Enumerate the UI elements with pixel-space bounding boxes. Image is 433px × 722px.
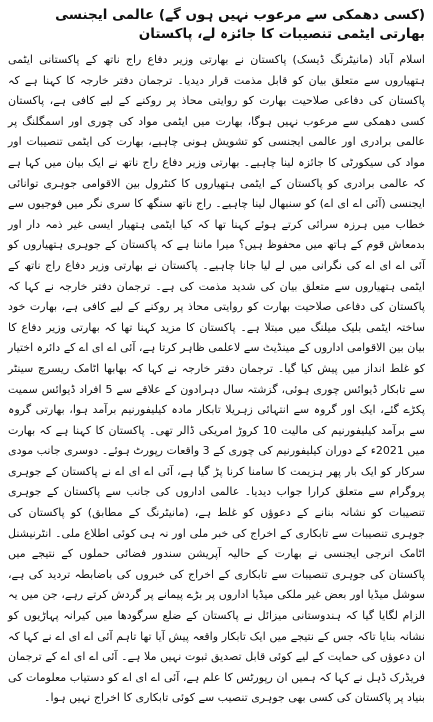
article-body: اسلام آباد (مانیٹرنگ ڈیسک) پاکستان نے بھارتی وزیر دفاع راج ناتھ کے پاکستانی ایٹمی ہتھیاروں سے متعلق بیان کو قابل مذمت قرار دیدیا۔ ترجمان دفتر خارجہ کا کہنا ہے کہ پاکستان کی دفاعی صلاحیت بھارت کو روایتی محاذ پر روکنے کے لیے کافی ہے، پاکستان کسی دھمکی سے مرعوب نہیں ہوگا، بھارت میں ایٹمی مواد کی چوری اور اسمگلنگ پر عالمی برادری اور عالمی ایجنسی کو تشویش ہونی چاہیے، بھارت کی ایٹمی تنصیبات اور مواد کی سیکورٹی کا جائزہ لینا چاہیے۔ بھارتی وزیر دفاع راج ناتھ نے ایک بیان میں کہا ہے کہ عالمی برادری کو پاکستان کے ایٹمی ہتھیاروں کا کنٹرول بین الاقوامی جوہری توانائی ایجنسی (آئی اے ای اے) کو سنبھال لینا چاہیے۔ راج ناتھ سنگھ کا سری نگر میں فوجیوں سے خطاب میں ہرزہ سرائی کرتے ہوئے کہنا تھا کہ کیا ایٹمی ہتھیار ایسی غیر ذمہ دار اور بدمعاش قوم کے ہاتھ میں محفوظ ہیں؟ میرا ماننا ہے کہ پاکستان کے جوہری ہتھیاروں کو آئی اے ای اے کی نگرانی میں لے لیا جانا چاہیے۔ پاکستان نے بھارتی وزیر دفاع راج ناتھ کے ایٹمی ہتھیاروں سے متعلق بیان کی شدید مذمت کی ہے۔ ترجمان دفتر خارجہ نے کہا کہ پاکستان کی دفاعی صلاحیت بھارت کو روایتی محاذ پر روکنے کے لیے کافی ہے، بھارت خود ساختہ ایٹمی بلیک میلنگ میں مبتلا ہے۔ پاکستان کا مزید کہنا تھا کہ بھارتی وزیر دفاع کا بیان بین الاقوامی اداروں کے مینڈیٹ سے لاعلمی ظاہر کرتا ہے، آئی اے ای اے کے دائرہ اختیار کو غلط انداز میں پیش کیا گیا۔ ترجمان دفتر خارجہ نے کہا کہ بھابھا اٹامک ریسرچ سینٹر سے تابکار ڈیوائس چوری ہوئی، گزشتہ سال دہرادون کے علاقے سے 5 افراد ڈیوائس سمیت پکڑے گئے، ایک اور گروہ سے انتہائی زہریلا تابکار مادہ کیلیفورنیم برآمد ہوا، بھارتی گروہ سے برآمد کیلیفورنیم کی مالیت 10 کروڑ امریکی ڈالر تھی۔ پاکستان کا کہنا ہے کہ بھارت میں 2021ء کے دوران کیلیفورنیم کی چوری کے 3 واقعات رپورٹ ہوئے۔ دوسری جانب مودی سرکار کو ایک بار پھر ہزیمت کا سامنا کرنا پڑ گیا ہے، آئی اے ای اے نے پاکستان کے جوہری پروگرام سے متعلق کرارا جواب دیدیا۔ عالمی اداروں کی جانب سے پاکستان کے جوہری تنصیبات کو نشانہ بنانے کے دعوؤں کو غلط ہے، (مانیٹرنگ کے مطابق) کو پاکستان کی جوہری تنصیبات سے تابکاری کے اخراج کی خبر ملی اور نہ ہی کوئی اطلاع ملی۔ انٹرنیشنل اٹامک انرجی ایجنسی نے بھارت کے حالیہ آپریشن سندور فضائی حملوں کے نتیجے میں پاکستان کی جوہری تنصیبات سے تابکاری کے اخراج کی خبروں کی باضابطہ تردید کی ہے، سوشل میڈیا اور بعض غیر ملکی میڈیا اداروں پر بڑے پیمانے پر گردش کرتے رہے، جن میں یہ الزام لگایا گیا کہ ہندوستانی میزائل نے پاکستان کے ضلع سرگودھا میں کیرانہ پہاڑیوں کو نشانہ بنایا تاکہ جس کے نتیجے میں ایک تابکار واقعہ پیش آیا تھا تاہم آئی اے ای اے نے کہا کہ ان دعوؤں کی حمایت کے لیے کوئی قابل تصدیق ثبوت نہیں ملا ہے۔ آئی اے ای اے کے ترجمان فریڈرک ڈہل نے کہا کہ ہمیں ان رپورٹس کا علم ہے، آئی اے ای اے کو دستیاب معلومات کی بنیاد پر پاکستان کی کسی بھی جوہری تنصیب سے کوئی تابکاری کا اخراج نہیں ہوا۔ [8,53,426,705]
article-headline: (کسی دھمکی سے مرعوب نہیں ہوں گے) عالمی ایجنسی بھارتی ایٹمی تنصیبات کا جائزہ لے، پاکستان [55,7,425,42]
